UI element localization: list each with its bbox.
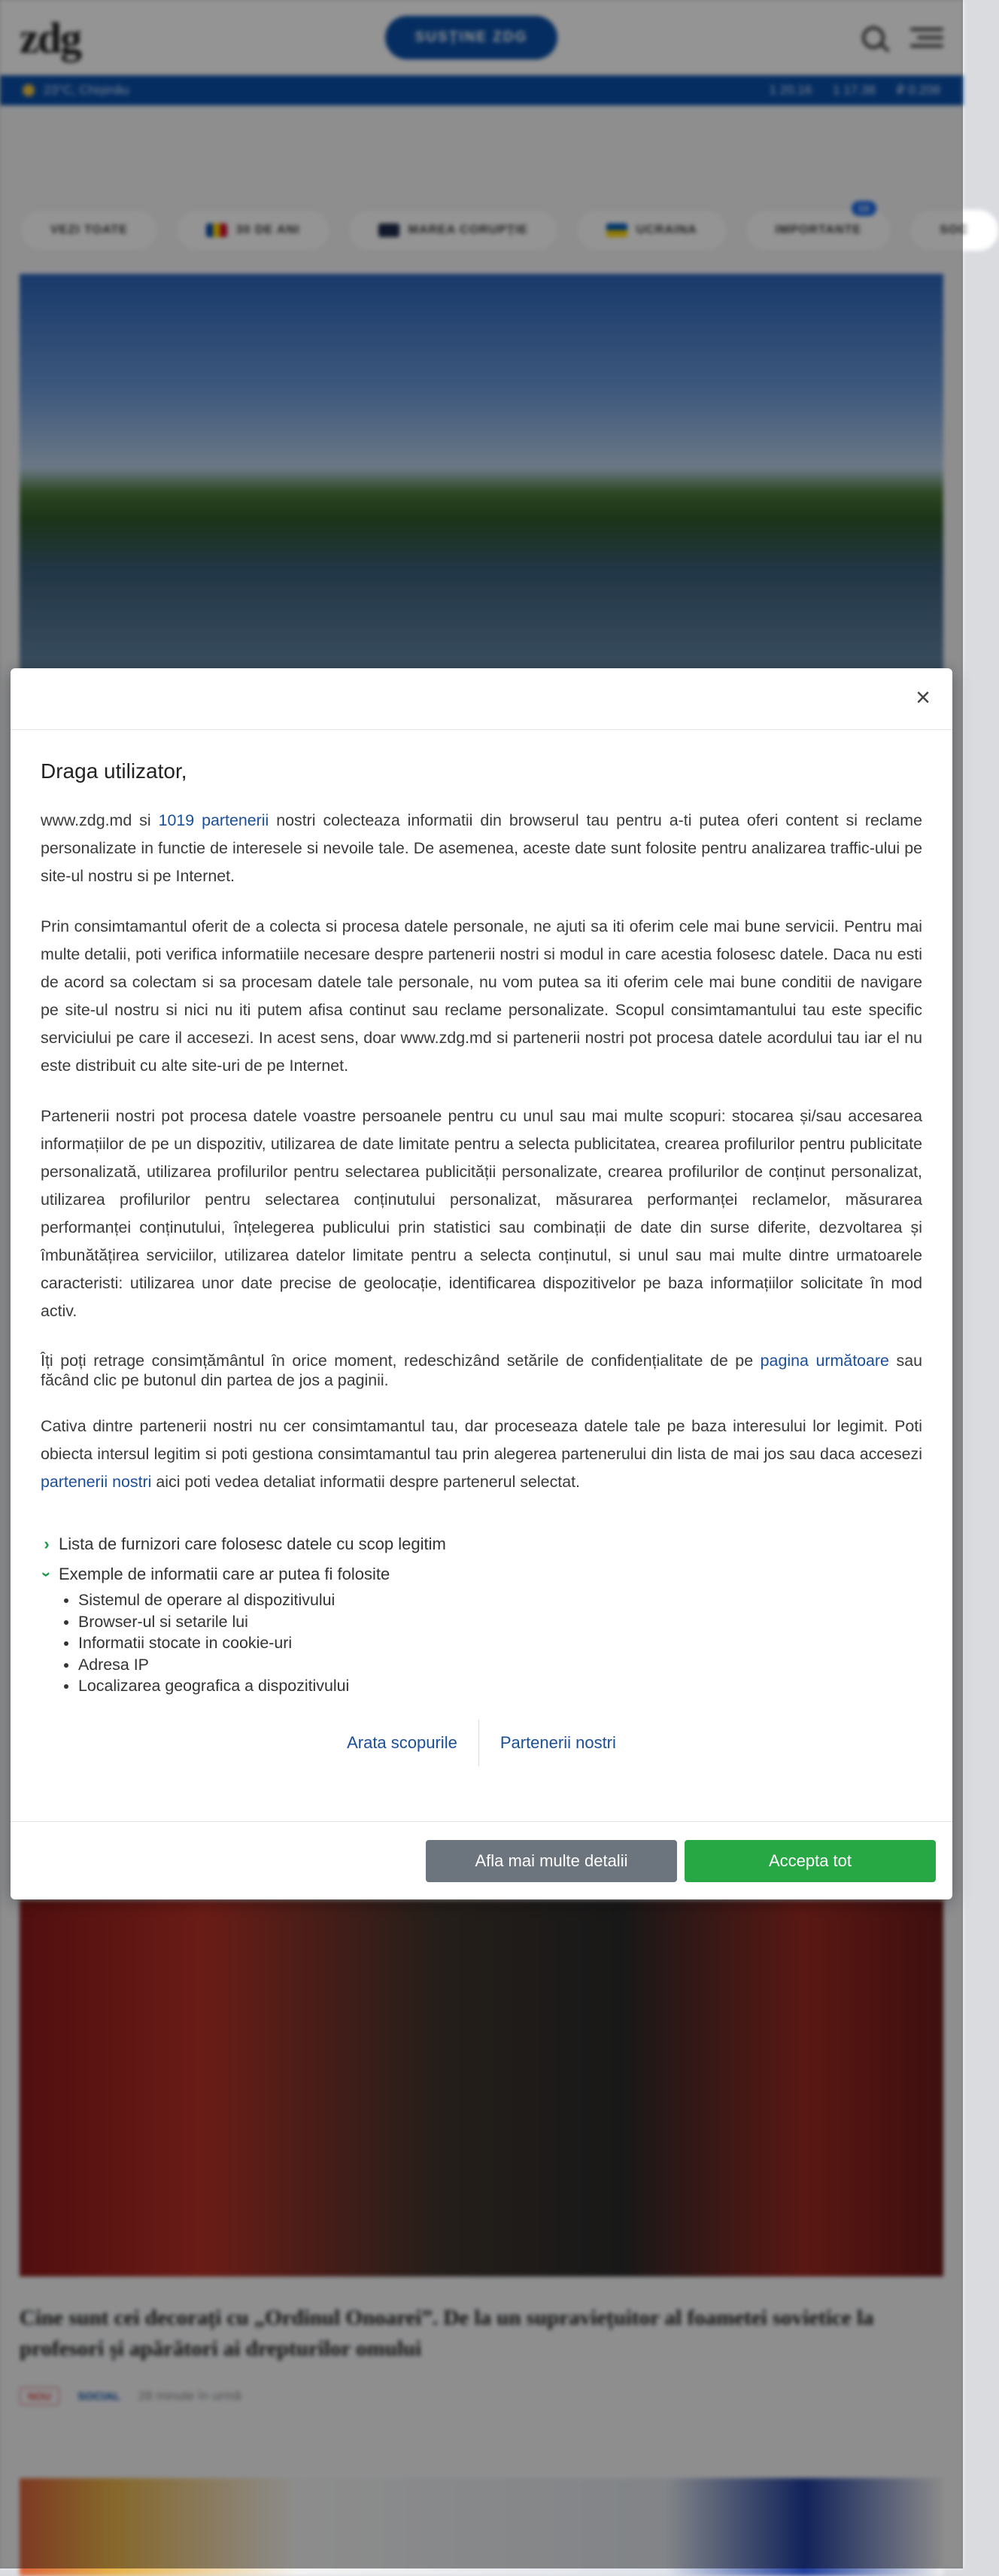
category-label: 30 DE ANI: [235, 224, 300, 236]
article-title[interactable]: Cine sunt cei decorați cu „Ordinul Onoarei”. De la un supraviețuitor al foametei sovietice la profesori și apărători ai drepturilor omului: [20, 2306, 874, 2361]
dialog-header: [11, 668, 952, 730]
rate-item: 1 20.16: [769, 83, 812, 97]
category-label: VEZI TOATE: [50, 224, 128, 236]
chevron-down-icon: ›: [38, 1571, 56, 1577]
category-label: MAREA CORUPȚIE: [408, 224, 528, 236]
article-time: 28 minute în urmă: [138, 2389, 241, 2403]
text: sau făcând clic pe butonul din partea de jos a paginii.: [41, 1352, 923, 1389]
list-item: • Localizarea geografica a dispozitivului: [78, 1675, 922, 1697]
list-item: • Adresa IP: [78, 1654, 922, 1676]
toggle-label: Lista de furnizori care folosesc datele cu scop legitim: [59, 1534, 446, 1553]
toggle-label: Exemple de informatii care ar putea fi folosite: [59, 1565, 390, 1583]
weather-text: 23°C, Chișinău: [44, 83, 129, 97]
withdraw-paragraph: [41, 1351, 922, 1390]
text: Cativa dintre partenerii nostri nu cer consimtamantul tau, dar proceseaza datele tale pe baza interesului lor legimit. Poti obiecta intersul legitim si poti gestiona consimtamantul tau prin alegerea partenerului din lista de mai jos sau daca accesezi: [41, 1417, 922, 1463]
close-icon[interactable]: ×: [915, 683, 931, 712]
chevron-right-icon: ›: [44, 1534, 50, 1553]
dialog-title: Draga utilizator,: [41, 759, 187, 783]
show-purposes-button[interactable]: Arata scopurile: [347, 1732, 457, 1752]
new-tag: NOU: [20, 2387, 59, 2405]
dialog-link-buttons: [41, 1720, 922, 1766]
site-logo[interactable]: zdg: [20, 13, 80, 62]
section-link[interactable]: SOCIAL: [77, 2389, 120, 2403]
partners-link[interactable]: 1019 partenerii: [158, 811, 269, 829]
consent-paragraph: [41, 807, 922, 890]
list-item: • Informatii stocate in cookie-uri: [78, 1632, 922, 1654]
accept-all-button[interactable]: Accepta tot: [685, 1840, 936, 1882]
dialog-footer: [11, 1821, 952, 1899]
support-button[interactable]: SUSȚINE ZDG: [385, 16, 558, 59]
text: Îți poți retrage consimțământul în orice moment, redeschizând setările de confidențialitate de pe: [41, 1352, 761, 1370]
examples-toggle[interactable]: [38, 1559, 922, 1589]
count-badge: 10: [852, 201, 876, 216]
list-item: • Browser-ul si setarile lui: [78, 1611, 922, 1633]
text: aici poti vedea detaliat informatii despre partenerul selectat.: [151, 1473, 580, 1491]
our-partners-button[interactable]: Partenerii nostri: [500, 1732, 616, 1752]
category-label: IMPORTANTE: [775, 224, 862, 236]
text: nostri colecteaza informatii din browserul tau pentru a-ti putea oferi content si reclame personalizate in functie de interesele si nevoile tale. De asemenea, aceste date sunt folosite pentru analizarea traffic-ului pe site-ul nostru si pe Internet.: [41, 811, 922, 885]
more-details-button[interactable]: Afla mai multe detalii: [426, 1840, 677, 1882]
rate-item: 1 17.38: [833, 83, 876, 97]
consent-paragraph: Partenerii nostri pot procesa datele voastre persoanele pentru cu unul sau mai multe scopuri: stocarea și/sau accesarea informațiilor de pe un dispozitiv, utilizarea de date limitate pentru a selecta publicitatea, crearea profilurilor pentru publicitate personalizată, utilizarea profilurilor pentru selectarea publicității personalizate, crearea profilurilor de conținut personalizat, utilizarea profilurilor pentru selectarea conținutului personalizat, măsurarea performanței reclamelor, măsurarea performanței conținutului, înțelegerea publicului prin statistici sau combinații de date din surse diferite, dezvoltarea și îmbunătățirea serviciilor, utilizarea datelor limitate pentru a selecta conținutul, si unul sau mai multe dintre urmatoarele caracteristi: utilizarea unor date precise de geolocație, identificarea dispozitivelor pe baza informațiilor solicitate în mod activ.: [41, 1107, 922, 1320]
list-item: • Sistemul de operare al dispozitivului: [78, 1589, 922, 1611]
next-page-link[interactable]: pagina următoare: [760, 1352, 889, 1370]
consent-dialog: [11, 668, 952, 1899]
consent-paragraph: Prin consimtamantul oferit de a colecta si procesa datele personale, ne ajuti sa iti oferim cele mai bune servicii. Pentru mai multe detalii, poti verifica informatiile necesare despre partenerii nostri si modul in care acestia folosesc datele. Daca nu esti de acord sa colectam si sa procesam datele tale personale, nu vom putea sa iti oferim cele mai bune conditii de navigare pe site-ul nostru si nici nu iti putem afisa continut sau reclame personalizate. Scopul consimtamantului tau este specific serviciului pe care il accesezi. In acest sens, doar www.zdg.md si partenerii nostri pot procesa datele acordului tau iar el nu este distribuit cu alte site-uri de pe Internet.: [41, 917, 922, 1075]
vendors-toggle[interactable]: [41, 1529, 922, 1559]
text: www.zdg.md si: [41, 811, 159, 829]
category-label: SOC: [940, 224, 968, 236]
examples-list: [78, 1589, 922, 1697]
our-partners-link[interactable]: partenerii nostri: [41, 1473, 152, 1491]
consent-paragraph: [41, 1413, 922, 1496]
details-section: [38, 1529, 922, 1697]
dialog-body: [11, 759, 952, 1766]
rate-item: ₽ 0.208: [896, 83, 940, 97]
category-label: UCRAINA: [636, 224, 697, 236]
